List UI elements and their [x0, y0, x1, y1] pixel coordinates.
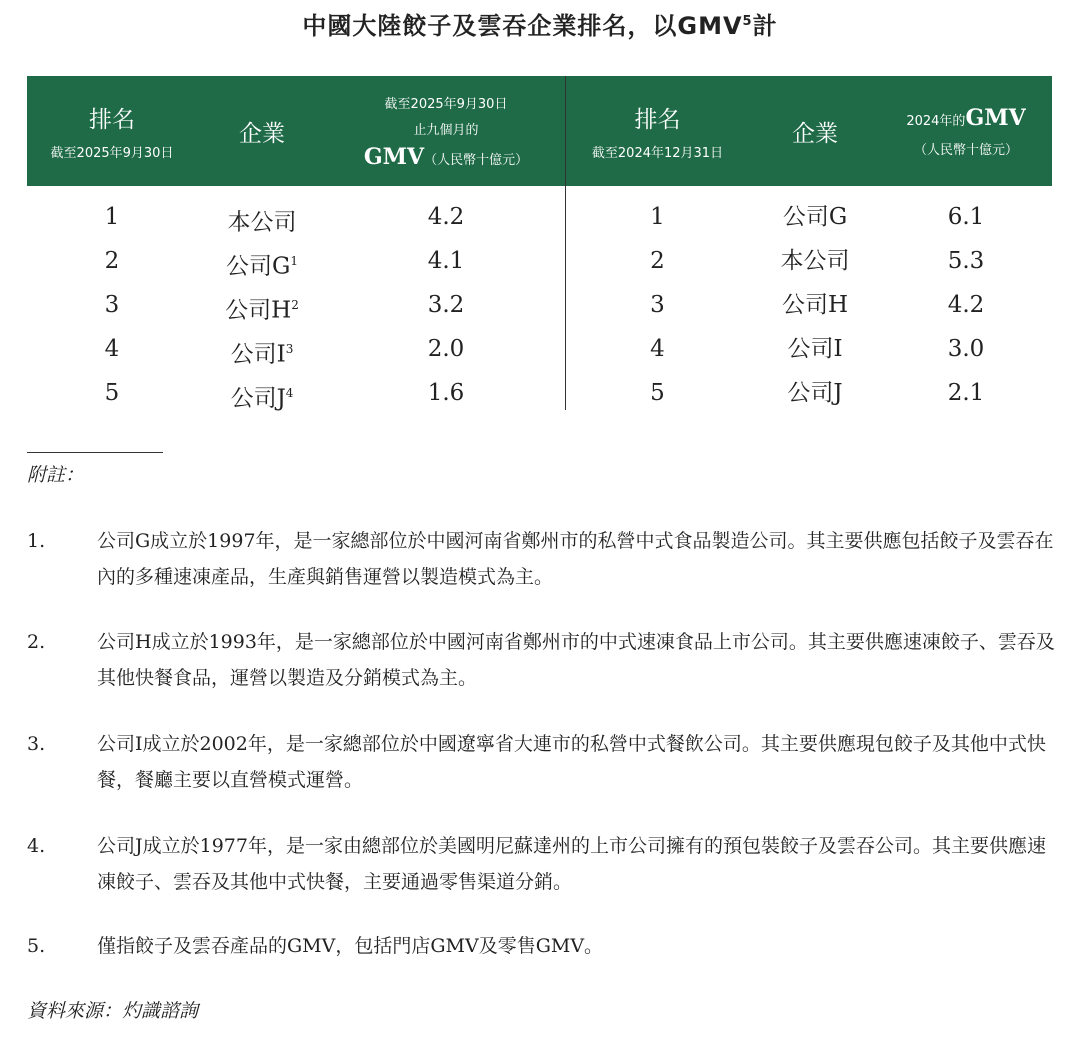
cell-rank-r: 3 — [650, 292, 665, 318]
note-text: 公司I成立於2002年，是一家總部位於中國遼寧省大連市的私營中式餐飲公司。其主要供應現包餃子及其他中式快餐，餐廳主要以直營模式運營。 — [97, 733, 1046, 791]
header-rank-left: 排名 截至2025年9月30日 — [50, 107, 174, 161]
table-header — [27, 76, 1052, 186]
cell-company-r: 本公司 — [780, 248, 850, 274]
cell-gmv-r: 4.2 — [947, 292, 985, 318]
cell-rank-l: 4 — [104, 336, 120, 362]
note-number: 3. — [27, 733, 46, 755]
cell-rank-r: 4 — [650, 336, 665, 362]
cell-rank-l: 3 — [104, 292, 120, 318]
cell-gmv-r: 6.1 — [947, 204, 985, 230]
cell-rank-l: 5 — [104, 380, 120, 406]
table-row — [27, 283, 1052, 327]
note-text: 公司J成立於1977年，是一家由總部位於美國明尼蘇達州的上市公司擁有的預包裝餃子及雲吞公司。其主要供應速凍餃子、雲吞及其他中式快餐，主要通過零售渠道分銷。 — [97, 835, 1046, 893]
cell-company-r: 公司G — [782, 204, 848, 230]
table-row — [27, 371, 1052, 415]
cell-gmv-l: 4.2 — [427, 204, 465, 230]
cell-gmv-l: 2.0 — [427, 336, 465, 362]
notes-label: 附註： — [27, 464, 85, 486]
cell-rank-r: 1 — [650, 204, 665, 230]
note-number: 2. — [27, 631, 46, 653]
header-gmv-right: 2024年的GMV （人民幣十億元） — [906, 104, 1026, 158]
cell-company-r: 公司I — [787, 336, 843, 362]
cell-company-r: 公司J — [787, 380, 843, 406]
cell-gmv-r: 3.0 — [947, 336, 985, 362]
cell-gmv-l: 3.2 — [427, 292, 465, 318]
cell-rank-r: 5 — [650, 380, 665, 406]
cell-company-l: 公司$G^1$ — [225, 253, 298, 280]
cell-company-l: 本公司 — [227, 209, 297, 236]
header-rank-right: 排名 截至2024年12月31日 — [591, 107, 724, 161]
table-row — [27, 239, 1052, 283]
cell-rank-l: 2 — [104, 248, 120, 274]
table-row — [27, 327, 1052, 371]
header-company-left: 企業 — [239, 120, 285, 147]
page-title: 中國大陸餃子及雲吞企業排名，以GMV$^5$計 — [302, 12, 778, 40]
note-number: 5. — [27, 935, 46, 957]
table-row — [27, 195, 1052, 239]
note-number: 1. — [27, 530, 46, 552]
note-text: 僅指餃子及雲吞產品的GMV，包括門店GMV及零售GMV。 — [97, 935, 604, 957]
cell-gmv-l: 1.6 — [427, 380, 465, 406]
source-line: 資料來源：灼識諮詢 — [27, 1000, 199, 1022]
cell-gmv-r: 2.1 — [947, 380, 985, 406]
cell-rank-l: 1 — [104, 204, 120, 230]
footnote-rule — [27, 452, 163, 453]
cell-rank-r: 2 — [650, 248, 665, 274]
cell-company-l: 公司$H^2$ — [225, 297, 299, 324]
cell-gmv-l: 4.1 — [427, 248, 465, 274]
table-body — [27, 195, 1052, 415]
cell-company-l: 公司$I^3$ — [230, 341, 294, 368]
cell-gmv-r: 5.3 — [947, 248, 985, 274]
header-gmv-left: 截至2025年9月30日 止九個月的 GMV（人民幣十億元） — [363, 97, 529, 170]
cell-company-r: 公司H — [781, 292, 849, 318]
note-number: 4. — [27, 835, 46, 857]
note-text: 公司G成立於1997年，是一家總部位於中國河南省鄭州市的私營中式食品製造公司。其主要供應包括餃子及雲吞在內的多種速凍產品，生產與銷售運營以製造模式為主。 — [97, 530, 1054, 588]
note-text: 公司H成立於1993年，是一家總部位於中國河南省鄭州市的中式速凍食品上市公司。其主要供應速凍餃子、雲吞及其他快餐食品，運營以製造及分銷模式為主。 — [97, 631, 1055, 689]
header-company-right: 企業 — [792, 120, 838, 147]
cell-company-l: 公司$J^4$ — [230, 385, 294, 412]
